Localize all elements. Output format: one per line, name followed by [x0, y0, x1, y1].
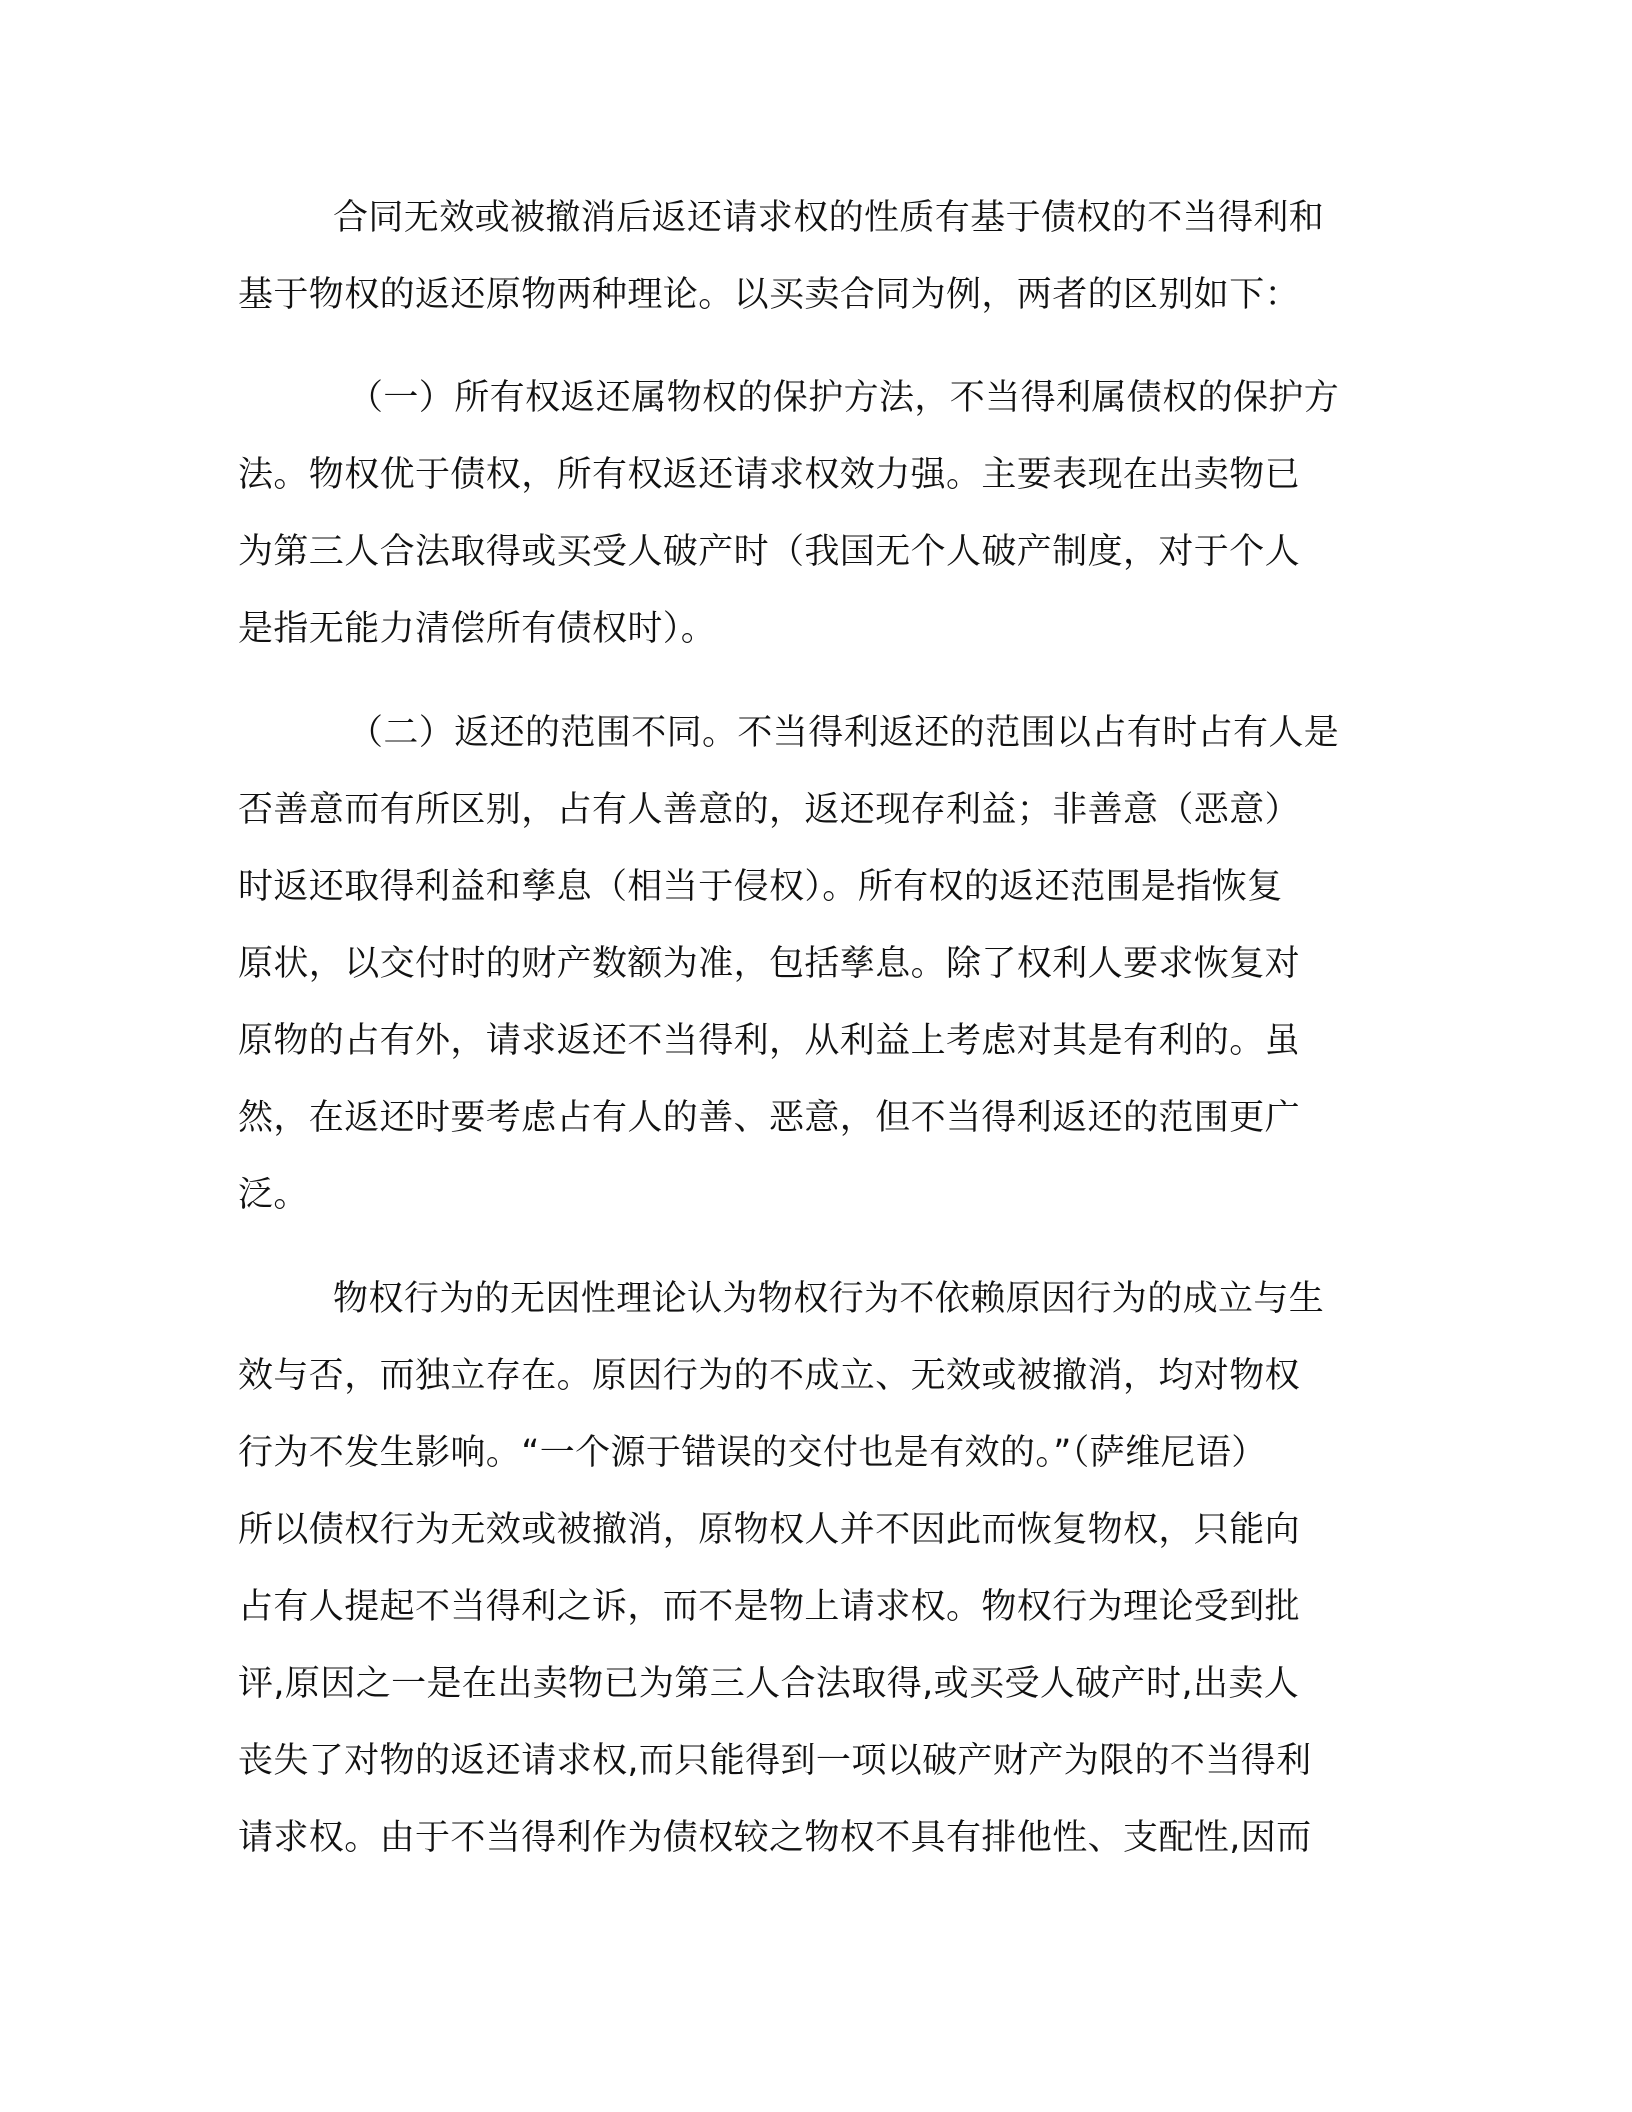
text-line: 合同无效或被撤消后返还请求权的性质有基于债权的不当得利和 — [333, 198, 1325, 238]
text-line: 行为不发生影响。“一个源于错误的交付也是有效的。”（萨维尼语） — [238, 1433, 1267, 1473]
text-line: 原物的占有外，请求返还不当得利，从利益上考虑对其是有利的。虽 — [238, 1021, 1301, 1061]
paragraph-point-one — [238, 360, 1378, 668]
text-line: 时返还取得利益和孳息（相当于侵权）。所有权的返还范围是指恢复 — [238, 867, 1283, 907]
text-line: 所以债权行为无效或被撤消，原物权人并不因此而恢复物权，只能向 — [238, 1510, 1301, 1550]
text-line: （一）所有权返还属物权的保护方法，不当得利属债权的保护方 — [348, 378, 1340, 418]
text-line: 物权行为的无因性理论认为物权行为不依赖原因行为的成立与生 — [333, 1279, 1325, 1319]
paragraph-point-two — [238, 695, 1378, 1234]
paragraph-abstraction-theory — [238, 1261, 1378, 1877]
text-line: 是指无能力清偿所有债权时）。 — [238, 609, 717, 649]
text-line: 评,原因之一是在出卖物已为第三人合法取得,或买受人破产时,出卖人 — [238, 1664, 1300, 1704]
text-line: 效与否，而独立存在。原因行为的不成立、无效或被撤消，均对物权 — [238, 1356, 1301, 1396]
text-line: 为第三人合法取得或买受人破产时（我国无个人破产制度，对于个人 — [238, 532, 1301, 572]
text-line: 占有人提起不当得利之诉，而不是物上请求权。物权行为理论受到批 — [238, 1587, 1301, 1627]
text-line: （二）返还的范围不同。不当得利返还的范围以占有时占有人是 — [348, 713, 1340, 753]
text-line: 然，在返还时要考虑占有人的善、恶意，但不当得利返还的范围更广 — [238, 1098, 1301, 1138]
text-line: 基于物权的返还原物两种理论。以买卖合同为例，两者的区别如下： — [238, 275, 1301, 315]
text-line: 请求权。由于不当得利作为债权较之物权不具有排他性、支配性,因而 — [238, 1818, 1312, 1858]
paragraph-contract-invalid-intro — [238, 180, 1378, 334]
text-line: 原状，以交付时的财产数额为准，包括孳息。除了权利人要求恢复对 — [238, 944, 1301, 984]
text-line: 泛。 — [238, 1175, 309, 1215]
text-line: 否善意而有所区别，占有人善意的，返还现存利益；非善意（恶意） — [238, 790, 1301, 830]
text-line: 丧失了对物的返还请求权,而只能得到一项以破产财产为限的不当得利 — [238, 1741, 1312, 1781]
text-line: 法。物权优于债权，所有权返还请求权效力强。主要表现在出卖物已 — [238, 455, 1301, 495]
